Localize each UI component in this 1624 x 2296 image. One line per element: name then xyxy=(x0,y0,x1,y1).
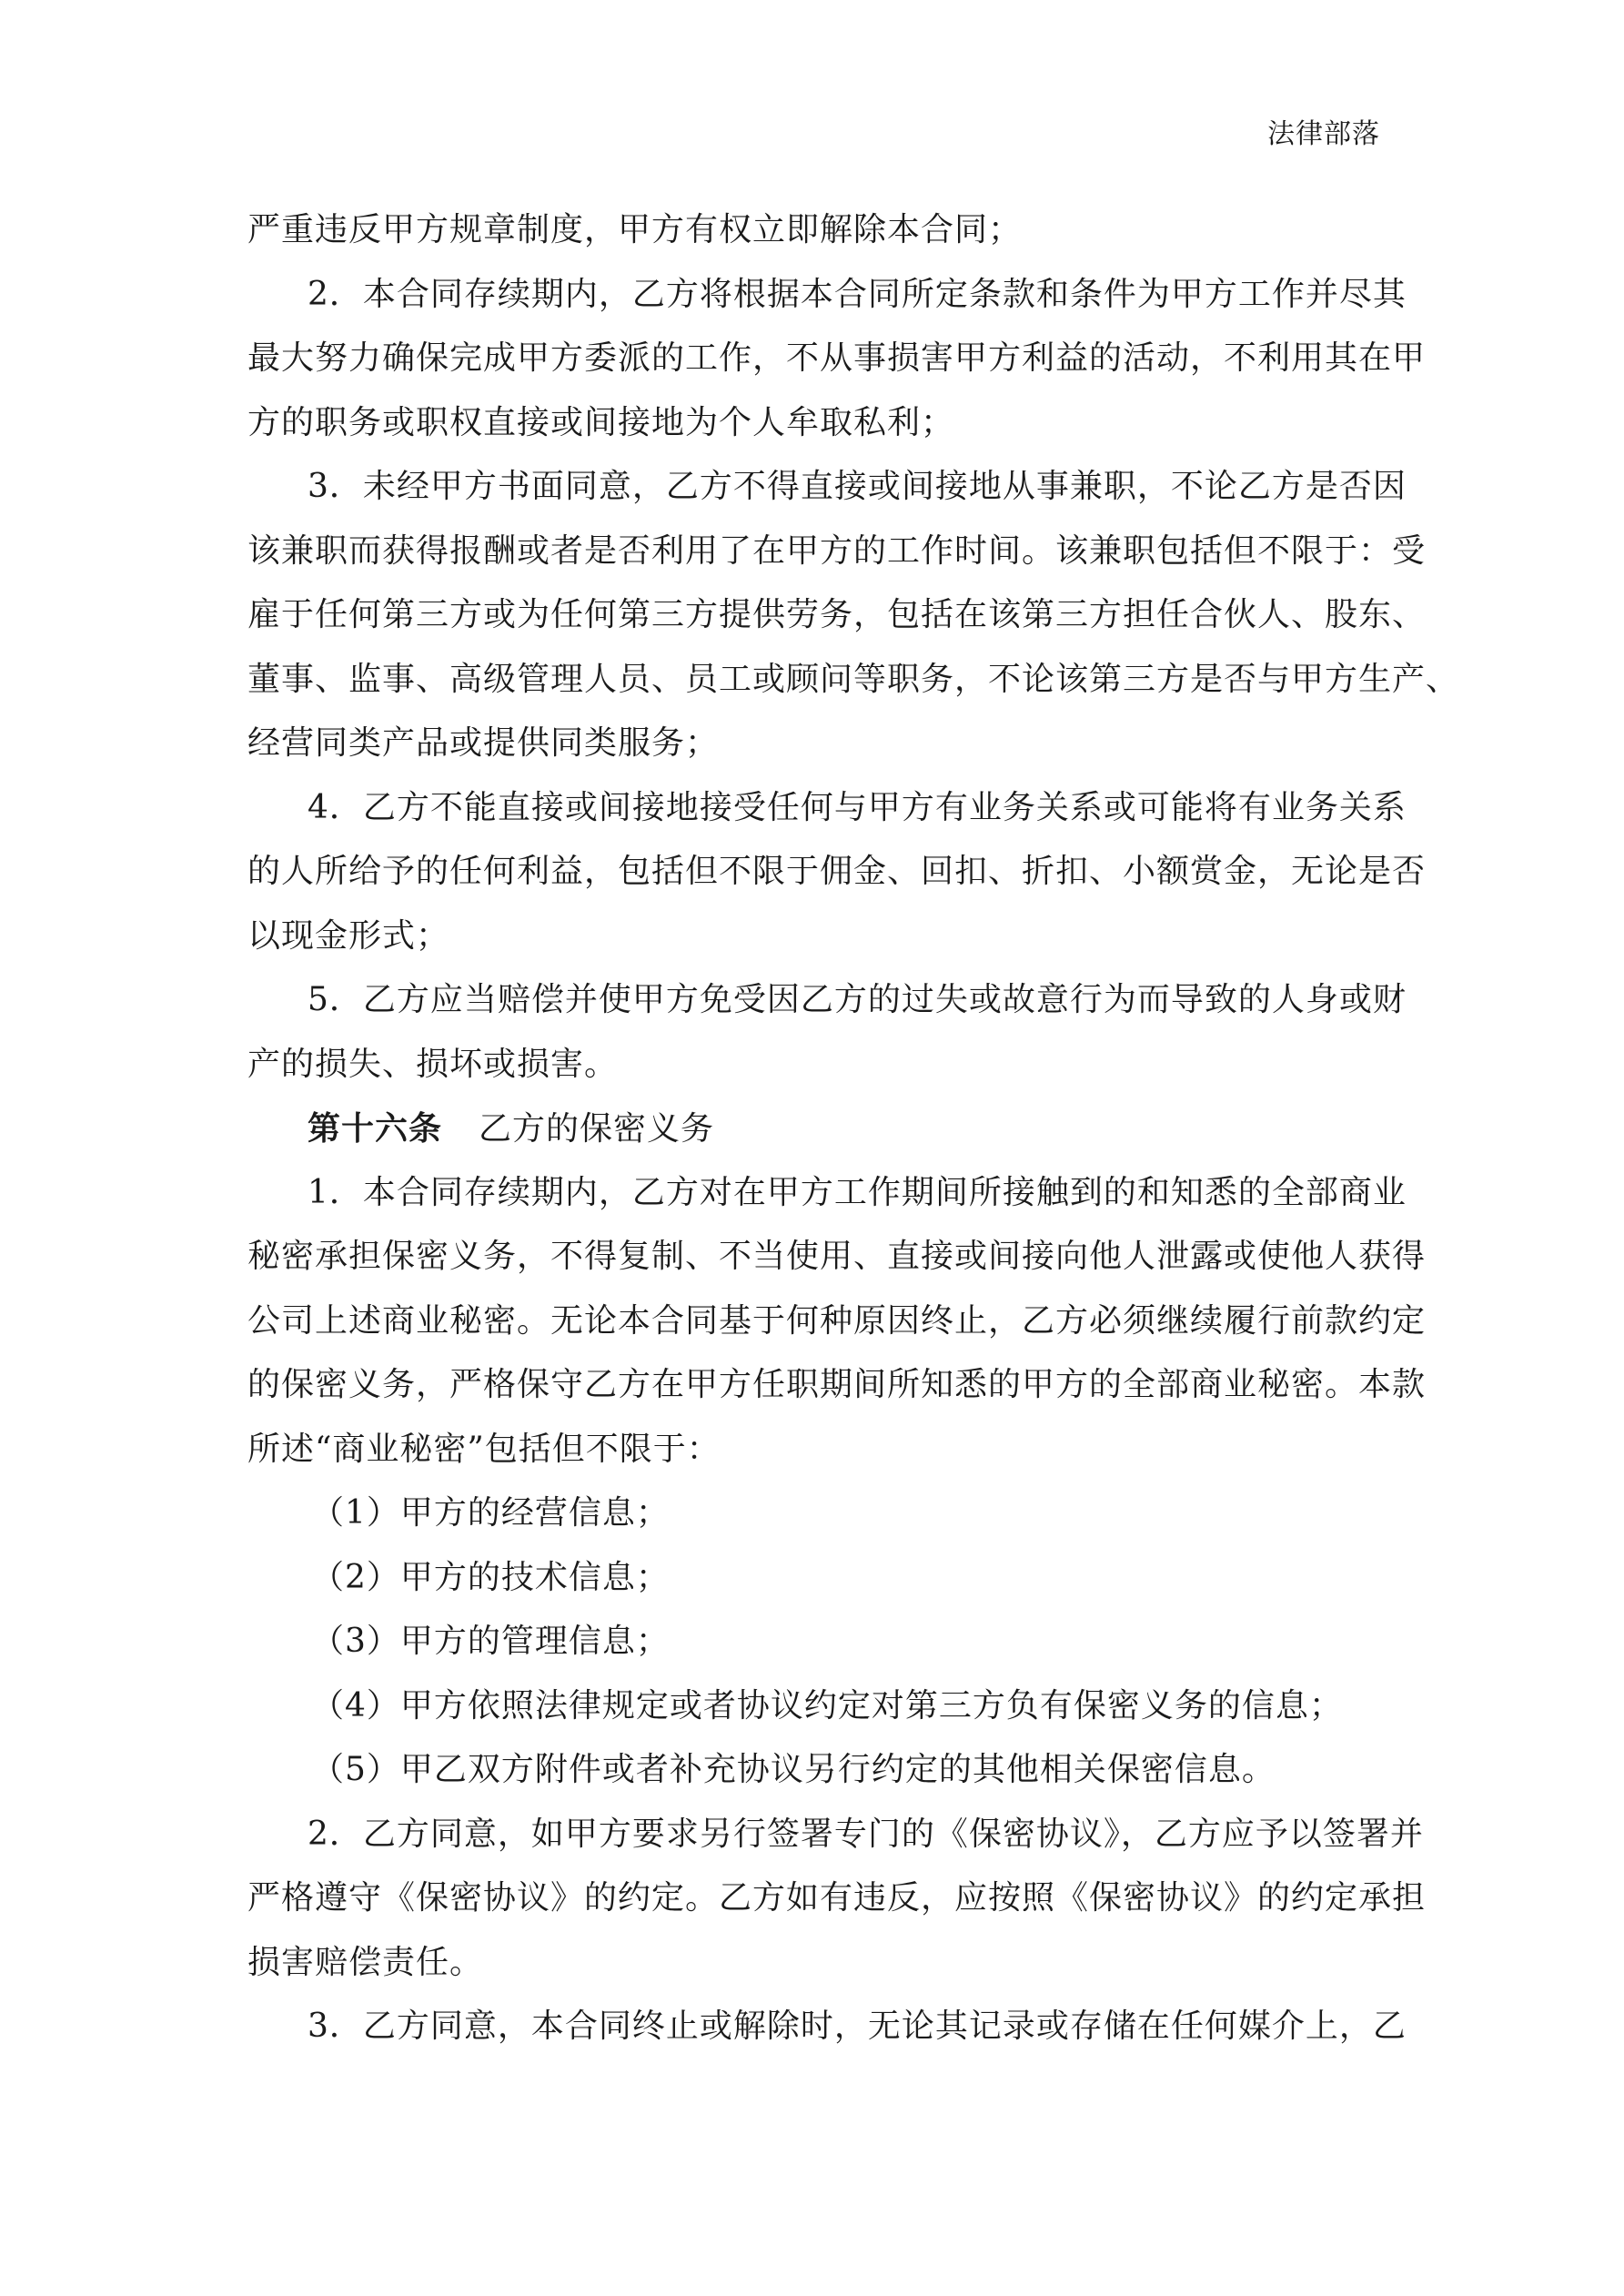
article-number: 第十六条 xyxy=(308,1109,443,1148)
text-line: 4．乙方不能直接或间接地接受任何与甲方有业务关系或可能将有业务关系 xyxy=(308,788,1407,826)
text-line: 经营同类产品或提供同类服务； xyxy=(247,724,720,762)
list-item: （2）甲方的技术信息； xyxy=(311,1558,670,1596)
article-heading xyxy=(247,1097,1385,1161)
text-line: 1．本合同存续期内，乙方对在甲方工作期间所接触到的和知悉的全部商业 xyxy=(308,1173,1407,1211)
text-line: 3．未经甲方书面同意，乙方不得直接或间接地从事兼职，不论乙方是否因 xyxy=(308,468,1407,505)
page-header: 法律部落 xyxy=(1267,118,1380,150)
text-line: 2．乙方同意，如甲方要求另行签署专门的《保密协议》，乙方应予以签署并 xyxy=(308,1815,1424,1853)
list-item: （4）甲方依照法律规定或者协议约定对第三方负有保密义务的信息； xyxy=(311,1686,1343,1725)
text-line: 以现金形式； xyxy=(247,916,450,955)
text-line: 最大努力确保完成甲方委派的工作，不从事损害甲方利益的活动，不利用其在甲 xyxy=(247,339,1427,377)
list-item: （5）甲乙双方附件或者补充协议另行约定的其他相关保密信息。 xyxy=(311,1751,1276,1788)
text-line: 秘密承担保密义务，不得复制、不当使用、直接或间接向他人泄露或使他人获得 xyxy=(247,1238,1427,1275)
text-line: 该兼职而获得报酬或者是否利用了在甲方的工作时间。该兼职包括但不限于：受 xyxy=(247,531,1427,570)
text-line: 严格遵守《保密协议》的约定。乙方如有违反，应按照《保密协议》的约定承担 xyxy=(247,1879,1427,1917)
text-line: 2．本合同存续期内，乙方将根据本合同所定条款和条件为甲方工作并尽其 xyxy=(308,275,1407,313)
text-line: 损害赔偿责任。 xyxy=(247,1943,484,1981)
text-line: 产的损失、损坏或损害。 xyxy=(247,1045,619,1083)
document-body xyxy=(247,198,1460,2059)
text-line: 董事、监事、高级管理人员、员工或顾问等职务，不论该第三方是否与甲方生产、 xyxy=(247,660,1460,698)
text-line: 3．乙方同意，本合同终止或解除时，无论其记录或存储在任何媒介上，乙 xyxy=(308,2008,1407,2045)
text-line: 方的职务或职权直接或间接地为个人牟取私利； xyxy=(247,403,955,441)
text-line: 雇于任何第三方或为任何第三方提供劳务，包括在该第三方担任合伙人、股东、 xyxy=(247,596,1427,633)
article-title: 乙方的保密义务 xyxy=(479,1110,715,1148)
text-line: 的人所给予的任何利益，包括但不限于佣金、回扣、折扣、小额赏金，无论是否 xyxy=(247,853,1427,890)
text-line: 的保密义务，严格保守乙方在甲方任职期间所知悉的甲方的全部商业秘密。本款 xyxy=(247,1366,1427,1403)
text-line: 所述“商业秘密”包括但不限于： xyxy=(247,1430,721,1468)
list-item: （1）甲方的经营信息； xyxy=(311,1494,670,1532)
list-item: （3）甲方的管理信息； xyxy=(311,1623,670,1660)
text-line: 公司上述商业秘密。无论本合同基于何种原因终止，乙方必须继续履行前款约定 xyxy=(247,1301,1427,1340)
text-line: 严重违反甲方规章制度，甲方有权立即解除本合同； xyxy=(247,211,1023,248)
text-line: 5．乙方应当赔偿并使甲方免受因乙方的过失或故意行为而导致的人身或财 xyxy=(308,981,1407,1018)
